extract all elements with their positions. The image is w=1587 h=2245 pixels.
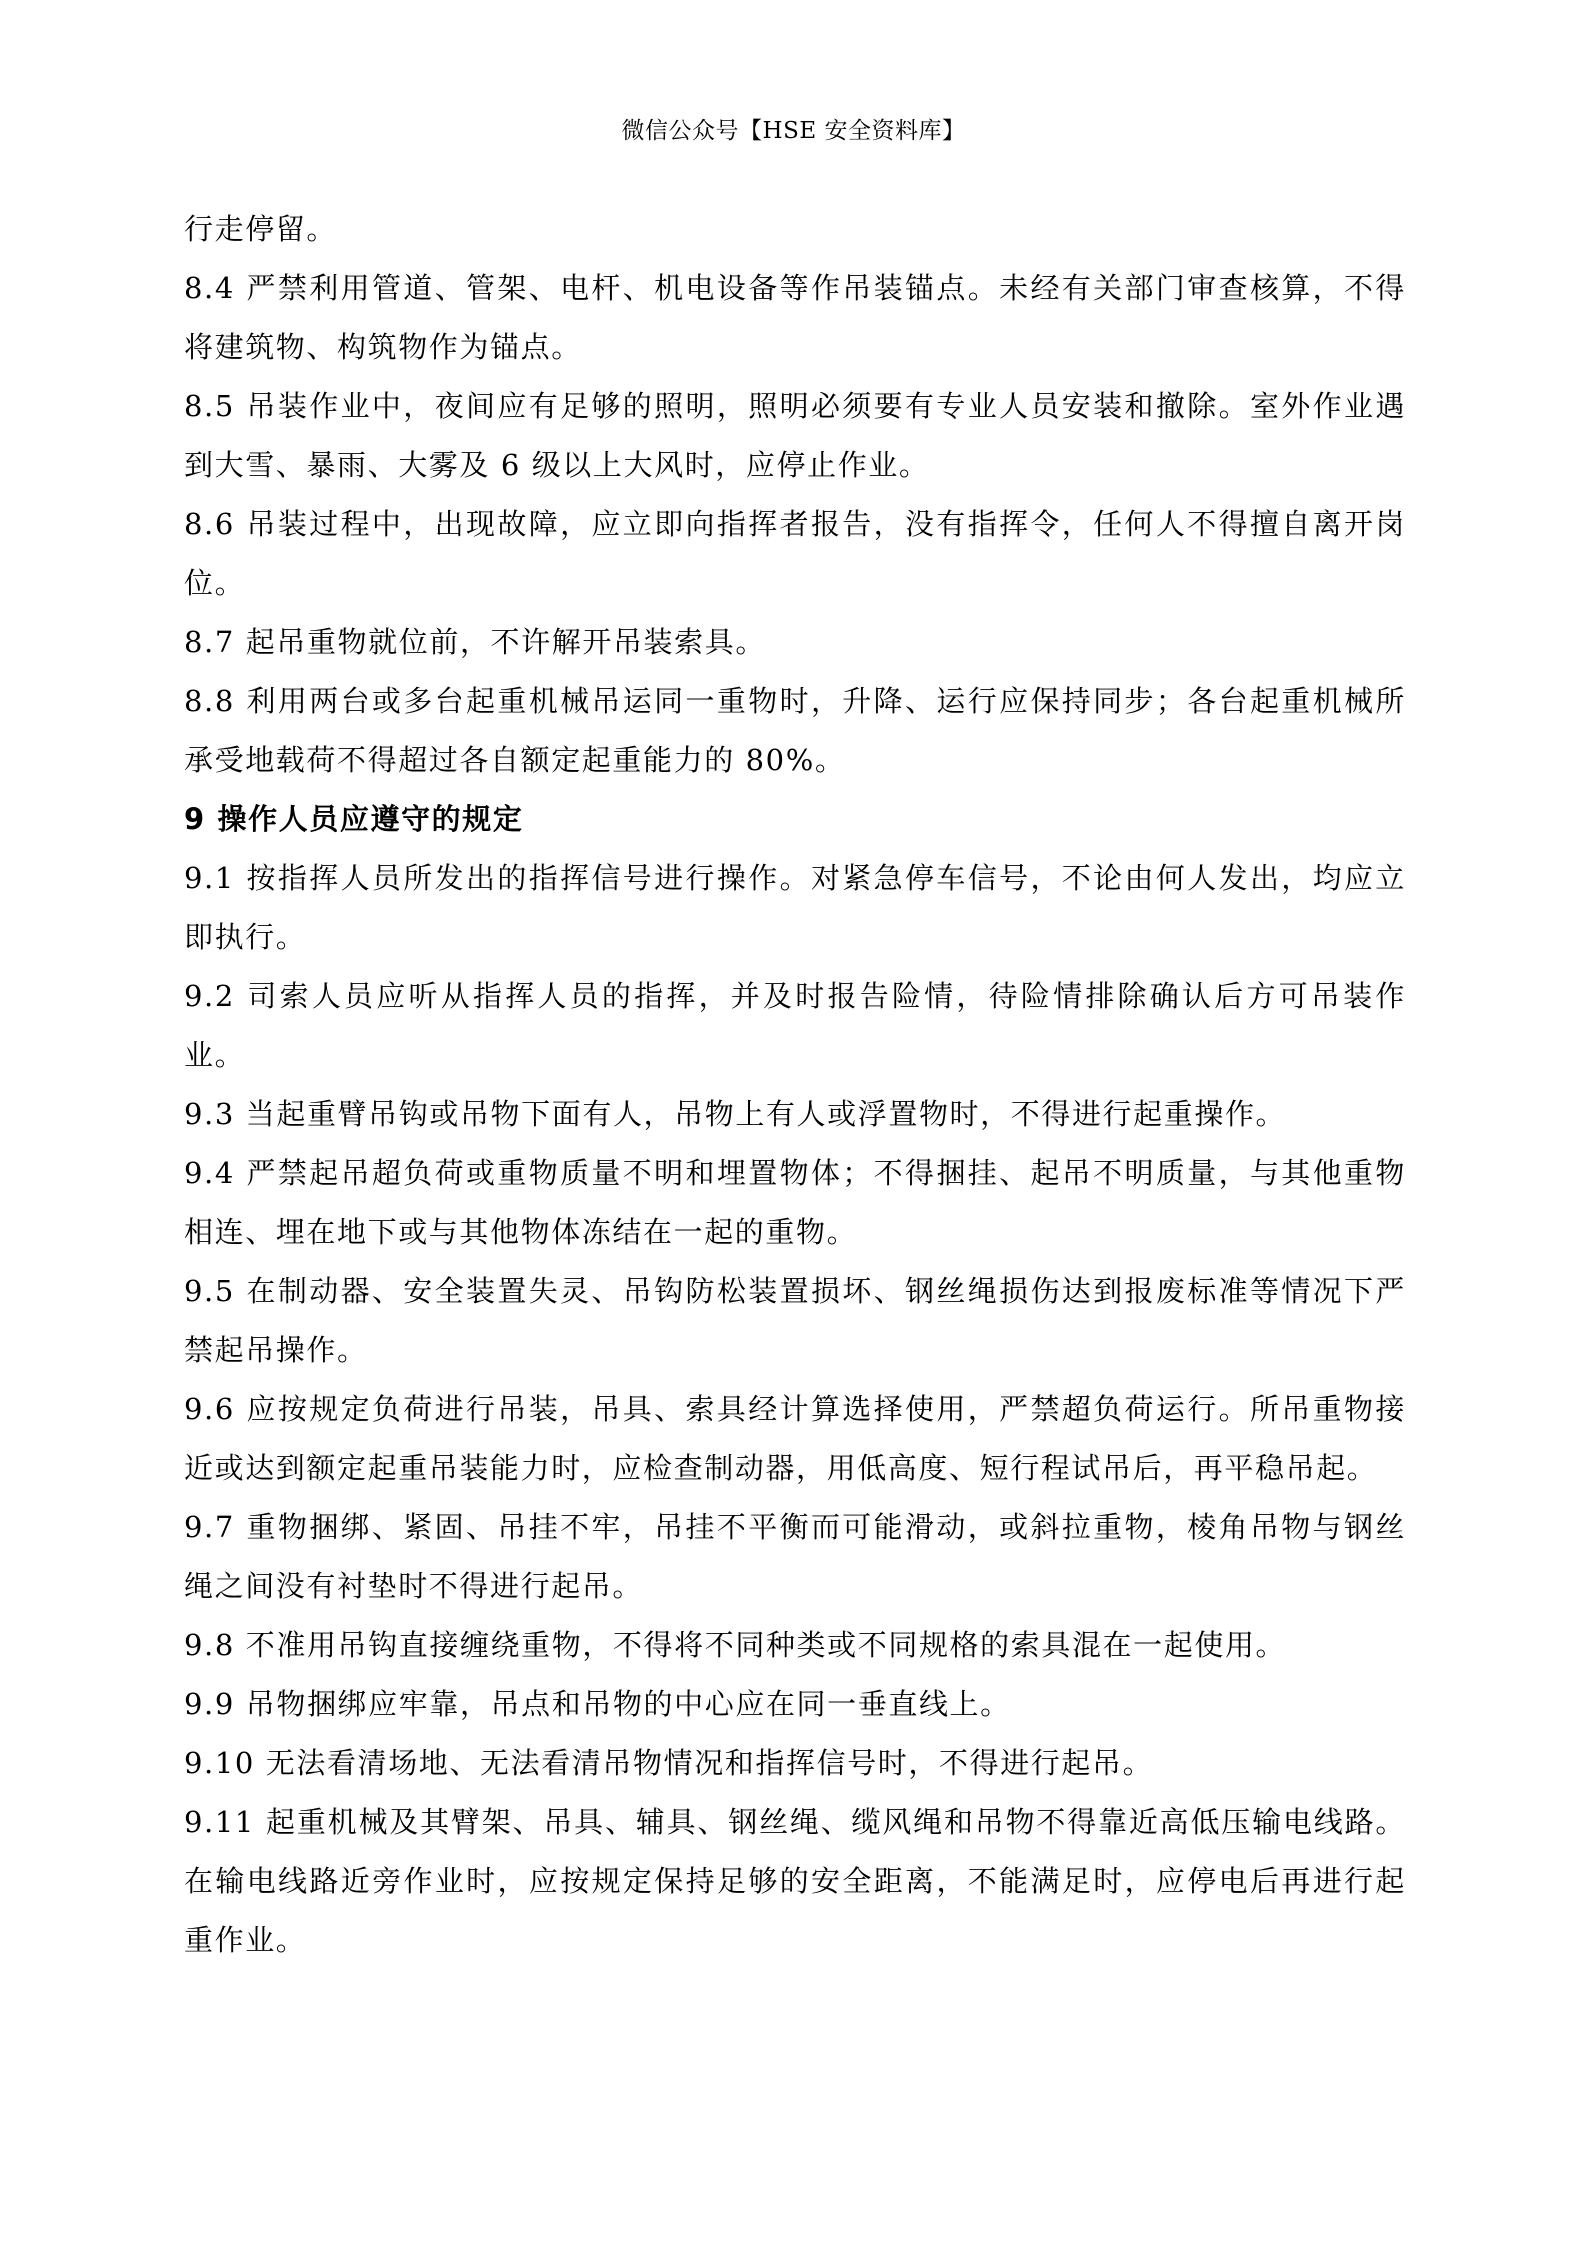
clause-9-5: 9.5 在制动器、安全装置失灵、吊钩防松装置损坏、钢丝绳损伤达到报废标准等情况下严禁起吊操作。 [184, 1274, 1406, 1367]
clause-8-8: 8.8 利用两台或多台起重机械吊运同一重物时，升降、运行应保持同步；各台起重机械所承受地载荷不得超过各自额定起重能力的 80%。 [184, 684, 1406, 777]
clause-8-5: 8.5 吊装作业中，夜间应有足够的照明，照明必须要有专业人员安装和撤除。室外作业遇到大雪、暴雨、大雾及 6 级以上大风时，应停止作业。 [184, 389, 1406, 482]
section-9-heading: 9 操作人员应遵守的规定 [184, 802, 524, 836]
clause-9-11: 9.11 起重机械及其臂架、吊具、辅具、钢丝绳、缆风绳和吊物不得靠近高低压输电线路。在输电线路近旁作业时，应按规定保持足够的安全距离，不能满足时，应停电后再进行起重作业。 [184, 1805, 1406, 1957]
clause-8-4: 8.4 严禁利用管道、管架、电杆、机电设备等作吊装锚点。未经有关部门审查核算，不得将建筑物、构筑物作为锚点。 [184, 271, 1406, 364]
clause-9-10: 9.10 无法看清场地、无法看清吊物情况和指挥信号时，不得进行起吊。 [184, 1746, 1154, 1780]
clause-9-7: 9.7 重物捆绑、紧固、吊挂不牢，吊挂不平衡而可能滑动，或斜拉重物，棱角吊物与钢丝绳之间没有衬垫时不得进行起吊。 [184, 1510, 1406, 1603]
clause-9-1: 9.1 按指挥人员所发出的指挥信号进行操作。对紧急停车信号，不论由何人发出，均应立即执行。 [184, 861, 1406, 954]
clause-9-9: 9.9 吊物捆绑应牢靠，吊点和吊物的中心应在同一垂直线上。 [184, 1687, 1011, 1721]
clause-9-6: 9.6 应按规定负荷进行吊装，吊具、索具经计算选择使用，严禁超负荷运行。所吊重物接近或达到额定起重吊装能力时，应检查制动器，用低高度、短行程试吊后，再平稳吊起。 [184, 1392, 1406, 1485]
paragraph-continuation: 行走停留。 [184, 212, 338, 246]
document-body [184, 200, 1406, 1970]
clause-8-6: 8.6 吊装过程中，出现故障，应立即向指挥者报告，没有指挥令，任何人不得擅自离开岗位。 [184, 507, 1406, 600]
page-header: 微信公众号【HSE 安全资料库】 [621, 118, 966, 144]
clause-9-4: 9.4 严禁起吊超负荷或重物质量不明和埋置物体；不得捆挂、起吊不明质量，与其他重物相连、埋在地下或与其他物体冻结在一起的重物。 [184, 1156, 1406, 1249]
clause-9-2: 9.2 司索人员应听从指挥人员的指挥，并及时报告险情，待险情排除确认后方可吊装作业。 [184, 979, 1406, 1072]
clause-9-8: 9.8 不准用吊钩直接缠绕重物，不得将不同种类或不同规格的索具混在一起使用。 [184, 1628, 1287, 1662]
clause-8-7: 8.7 起吊重物就位前，不许解开吊装索具。 [184, 625, 766, 659]
clause-9-3: 9.3 当起重臂吊钩或吊物下面有人，吊物上有人或浮置物时，不得进行起重操作。 [184, 1097, 1287, 1131]
